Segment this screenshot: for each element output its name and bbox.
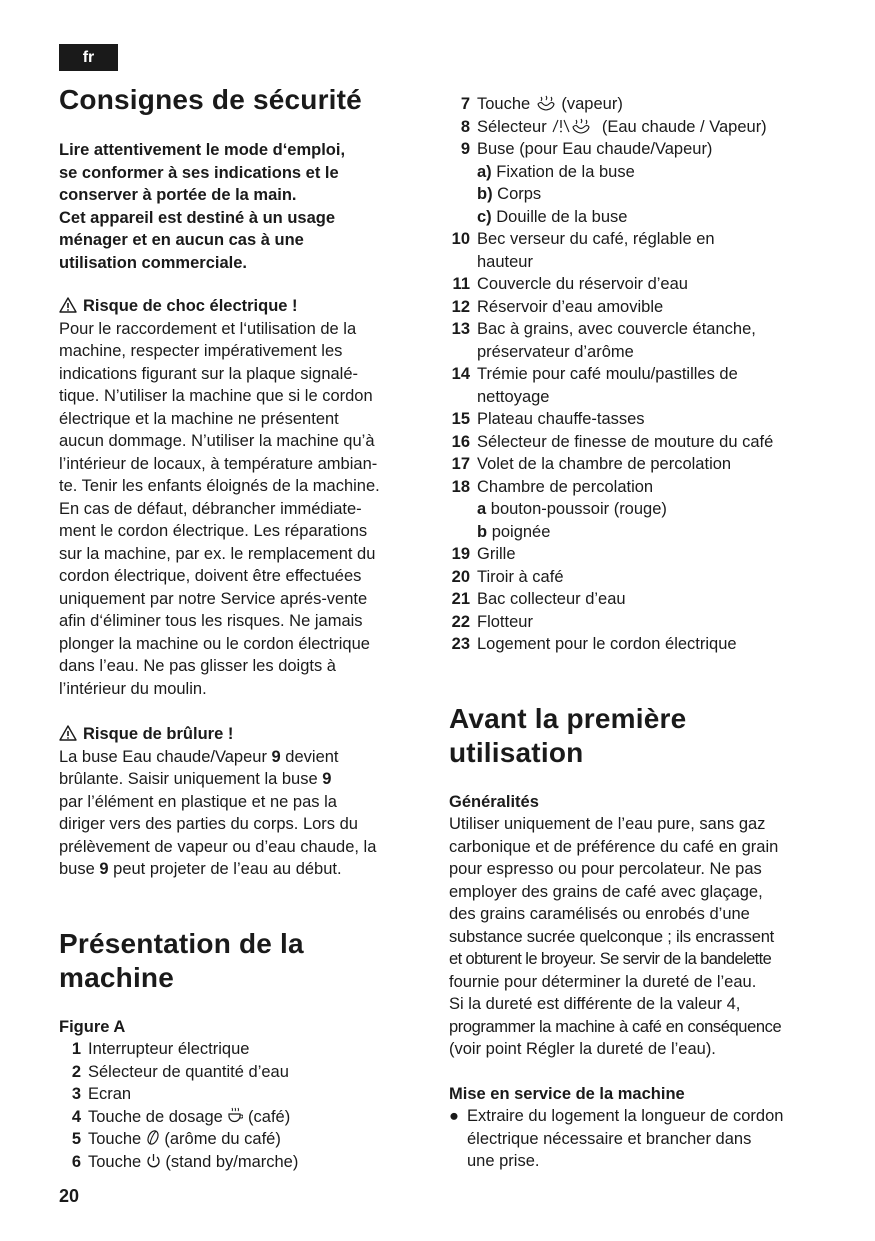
burn-line: prélèvement de vapeur ou d’eau chaude, la [59,837,377,856]
bullet-line: électrique nécessaire et brancher dans [467,1129,752,1148]
generalites-paragraph [449,813,781,1061]
list-item: 9 Buse (pour Eau chaude/Vapeur) [460,140,713,158]
coffee-cup-icon [227,1107,243,1124]
shock-line: aucun dommage. N’utiliser la machine qu’à [59,432,375,450]
generalites-line: (voir point Régler la dureté de l’eau). [449,1040,716,1058]
intro-line: se conformer à ses indications et le [59,163,339,182]
generalites-line: et obturent le broyeur. Se servir de la bandelette [449,950,772,968]
intro-line: Cet appareil est destiné à un usage [59,208,336,227]
generalites-line: employer des grains de café avec glaçage, [449,882,763,901]
list-item: 22 Flotteur [451,612,533,631]
parts-list-left [59,1038,298,1173]
list-item: 16 Sélecteur de finesse de mouture du café [451,432,774,451]
list-item: 1 Interrupteur électrique [71,1040,250,1058]
list-item: 6 Touche (stand by/marche) [71,1152,299,1171]
generalites-line: programmer la machine à café en conséquence [449,1017,782,1036]
shock-line: machine, respecter impérativement les [59,342,343,360]
shock-line: plonger la machine ou le cordon électrique [59,634,370,653]
shock-line: dans l’eau. Ne pas glisser les doigts à [59,657,336,675]
list-item: 17 Volet de la chambre de percolation [451,455,732,473]
generalites-line: Utiliser uniquement de l’eau pure, sans gaz [449,815,766,833]
warning-triangle-icon [59,297,77,313]
list-item: 5 Touche (arôme du café) [71,1130,281,1148]
list-item: 4 Touche de dosage (café) [71,1107,291,1126]
burn-line: par l’élément en plastique et ne pas la [59,792,337,811]
list-item: 12 Réservoir d’eau amovible [451,297,664,316]
shock-line: te. Tenir les enfants éloignés de la machine. [59,477,380,495]
language-tab [59,44,118,71]
bullet-line: une prise. [467,1152,540,1170]
bullet-symbol: ● [449,1107,459,1125]
coffee-bean-icon [146,1129,160,1146]
safety-title: Consignes de sécurité [59,84,362,115]
mise-en-service-heading: Mise en service de la machine [449,1085,685,1103]
shock-line: ment le cordon électrique. Les réparations [59,522,368,540]
list-item: 10 Bec verseur du café, réglable en [451,230,715,248]
generalites-line: des grains caramélisés ou enrobés d’une [449,905,750,923]
generalites-line: substance sucrée quelconque ; ils encrassent [449,927,775,946]
language-label: fr [82,48,95,66]
shock-line: uniquement par notre Service aprés-vente [59,589,368,608]
list-item: 3 Ecran [71,1085,132,1103]
intro-paragraph [59,139,345,274]
power-icon [146,1153,161,1169]
sub-list-item: c) Douille de la buse [477,207,628,226]
shock-line: électrique et la machine ne présentent [59,409,339,428]
bullet-line: Extraire du logement la longueur de cordon [467,1107,784,1125]
shock-line: l’intérieur de locaux, à température ambian- [59,454,378,473]
generalites-line: fournie pour déterminer la dureté de l’eau. [449,972,757,991]
generalites-line: Si la dureté est différente de la valeur 4, [449,995,741,1013]
burn-section [59,723,376,881]
list-item: 8 Sélecteur (Eau chaude / Vapeur) [460,117,767,136]
burn-line: buse 9 peut projeter de l’eau au début. [59,860,342,878]
list-item: 14 Trémie pour café moulu/pastilles de [451,365,738,383]
avant-title: Avant la première utilisation [449,703,687,768]
list-item: 7 Touche (vapeur) [460,95,623,113]
generalites-line: pour espresso ou pour percolateur. Ne pas [449,860,762,878]
generalites-line: carbonique et de préférence du café en grain [449,837,779,856]
list-item: 2 Sélecteur de quantité d’eau [71,1062,289,1081]
parts-list-right [449,93,773,656]
electric-shock-section [59,295,380,700]
hot-water-steam-selector-icon [551,118,597,134]
burn-line: diriger vers des parties du corps. Lors du [59,815,358,833]
bullet-text [467,1105,783,1173]
burn-line: La buse Eau chaude/Vapeur 9 devient [59,747,339,766]
list-item-continuation: préservateur d’arôme [477,342,634,361]
intro-line: utilisation commerciale. [59,253,247,272]
intro-line: conserver à portée de la main. [59,186,297,204]
sub-list-item: b poignée [477,522,551,541]
burn-heading [59,723,376,746]
sub-list-item: b) Corps [477,185,542,203]
shock-line: tique. N’utiliser la machine que si le cordon [59,387,373,405]
sub-list-item: a bouton-poussoir (rouge) [477,500,667,518]
list-item: 18 Chambre de percolation [451,477,654,496]
shock-line: En cas de défaut, débrancher immédiate- [59,499,362,518]
figure-label: Figure A [59,1018,126,1036]
shock-line: cordon électrique, doivent être effectuées [59,567,362,585]
list-item: 19 Grille [451,545,516,563]
list-item: 13 Bac à grains, avec couvercle étanche, [451,320,756,338]
steam-icon [535,95,557,111]
generalites-heading: Généralités [449,793,539,811]
burn-line: brûlante. Saisir uniquement la buse 9 [59,770,332,788]
electric-shock-heading [59,295,380,318]
shock-line: indications figurant sur la plaque signalé- [59,364,359,383]
list-item: 23 Logement pour le cordon électrique [451,635,737,653]
warning-triangle-icon [59,725,77,741]
shock-line: l’intérieur du moulin. [59,679,207,698]
burn-heading-text: Risque de brûlure ! [83,725,234,743]
page-number: 20 [59,1186,80,1206]
list-item-continuation: hauteur [477,252,533,271]
list-item: 21 Bac collecteur d’eau [451,590,626,608]
electric-shock-heading-text: Risque de choc électrique ! [83,297,298,315]
list-item: 15 Plateau chauffe-tasses [451,410,645,428]
shock-line: Pour le raccordement et l‘utilisation de la [59,319,357,338]
intro-line: Lire attentivement le mode d‘emploi, [59,141,346,159]
list-item-continuation: nettoyage [477,387,550,406]
intro-line: ménager et en aucun cas à une [59,231,304,249]
presentation-title: Présentation de la machine [59,928,304,993]
shock-line: afin d‘éliminer tous les risques. Ne jamais [59,612,363,630]
shock-line: sur la machine, par ex. le remplacement du [59,544,376,563]
sub-list-item: a) Fixation de la buse [477,162,635,181]
list-item: 11 Couvercle du réservoir d’eau [452,275,688,293]
list-item: 20 Tiroir à café [451,567,564,586]
